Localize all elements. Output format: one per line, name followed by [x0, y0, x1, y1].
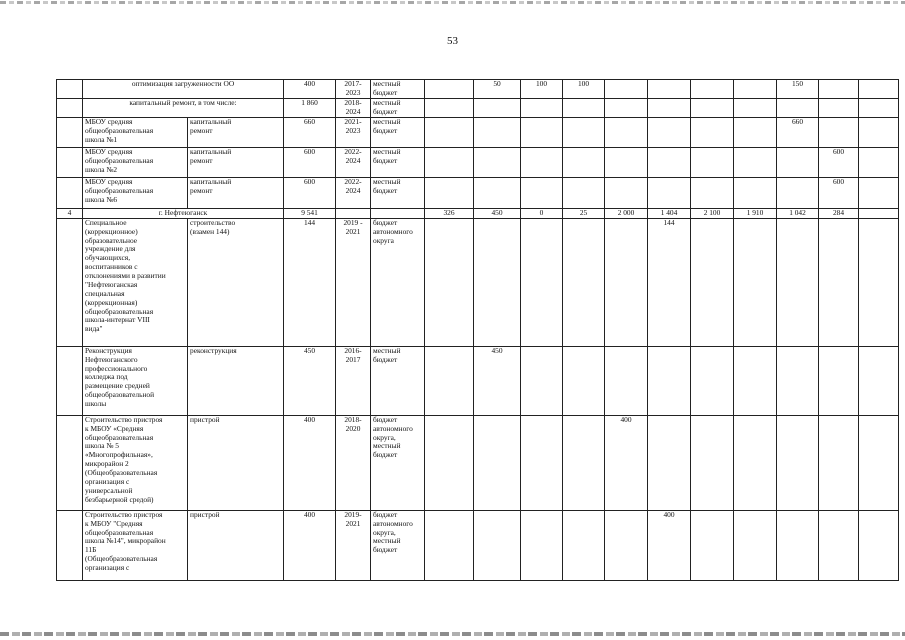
year-value-cell [474, 415, 521, 510]
funding-source-cell: местный бюджет [371, 177, 425, 208]
year-value-cell [819, 99, 859, 118]
year-value-cell [605, 147, 648, 177]
table-row [57, 117, 899, 147]
year-value-cell [859, 218, 899, 346]
year-value-cell [691, 147, 734, 177]
year-value-cell: 2 100 [691, 208, 734, 218]
funding-source-cell: местный бюджет [371, 80, 425, 99]
table-row [57, 80, 899, 99]
row-number-cell [57, 177, 83, 208]
year-value-cell [521, 147, 563, 177]
year-value-cell [777, 415, 819, 510]
year-value-cell [691, 117, 734, 147]
year-value-cell [734, 346, 777, 415]
row-number-cell [57, 415, 83, 510]
year-value-cell [563, 99, 605, 118]
year-value-cell [777, 510, 819, 580]
capacity-cell: 600 [284, 147, 336, 177]
year-value-cell: 25 [563, 208, 605, 218]
year-value-cell [734, 218, 777, 346]
object-name-cell: МБОУ средняя общеобразовательная школа №2 [83, 147, 188, 177]
row-number-cell [57, 99, 83, 118]
period-cell: 2018- 2024 [336, 99, 371, 118]
year-value-cell: 600 [819, 177, 859, 208]
table-row [57, 177, 899, 208]
row-number-cell [57, 510, 83, 580]
year-value-cell [819, 510, 859, 580]
year-value-cell [563, 346, 605, 415]
year-value-cell [691, 99, 734, 118]
work-type-cell: капитальный ремонт [188, 117, 284, 147]
period-cell: 2016- 2017 [336, 346, 371, 415]
period-cell: 2021- 2023 [336, 117, 371, 147]
year-value-cell [734, 177, 777, 208]
year-value-cell [563, 177, 605, 208]
row-number-cell [57, 80, 83, 99]
row-number-cell: 4 [57, 208, 83, 218]
funding-source-cell: бюджет автономного округа [371, 218, 425, 346]
funding-source-cell: местный бюджет [371, 346, 425, 415]
capacity-cell: 144 [284, 218, 336, 346]
object-name-cell: Строительство пристроя к МБОУ "Средняя общеобразовательная школа №14", микрорайон 11Б (Общеобразовательная организация с [83, 510, 188, 580]
year-value-cell: 1 910 [734, 208, 777, 218]
year-value-cell [474, 147, 521, 177]
year-value-cell [777, 177, 819, 208]
year-value-cell [859, 147, 899, 177]
year-value-cell [859, 510, 899, 580]
year-value-cell [563, 218, 605, 346]
year-value-cell [691, 177, 734, 208]
year-value-cell: 326 [425, 208, 474, 218]
funding-source-cell: бюджет автономного округа, местный бюджет [371, 510, 425, 580]
year-value-cell [563, 147, 605, 177]
period-cell: 2019- 2021 [336, 510, 371, 580]
year-value-cell [425, 346, 474, 415]
year-value-cell [521, 218, 563, 346]
funding-source-cell [371, 208, 425, 218]
row-number-cell [57, 346, 83, 415]
table-row [57, 218, 899, 346]
table-row [57, 415, 899, 510]
capacity-cell: 1 860 [284, 99, 336, 118]
capacity-cell: 450 [284, 346, 336, 415]
year-value-cell [521, 99, 563, 118]
year-value-cell [859, 177, 899, 208]
year-value-cell [605, 117, 648, 147]
activity-cell: капитальный ремонт, в том числе: [83, 99, 284, 118]
year-value-cell [563, 510, 605, 580]
year-value-cell [819, 80, 859, 99]
year-value-cell [859, 415, 899, 510]
year-value-cell [691, 218, 734, 346]
year-value-cell [859, 99, 899, 118]
year-value-cell: 50 [474, 80, 521, 99]
year-value-cell: 150 [777, 80, 819, 99]
table-row [57, 208, 899, 218]
year-value-cell: 0 [521, 208, 563, 218]
year-value-cell [521, 177, 563, 208]
year-value-cell [605, 177, 648, 208]
year-value-cell [819, 346, 859, 415]
period-cell: 2022- 2024 [336, 147, 371, 177]
page-number: 53 [447, 35, 458, 47]
year-value-cell [819, 415, 859, 510]
table-row [57, 346, 899, 415]
table-row [57, 99, 899, 118]
year-value-cell [648, 80, 691, 99]
year-value-cell [605, 80, 648, 99]
year-value-cell: 284 [819, 208, 859, 218]
year-value-cell [474, 177, 521, 208]
year-value-cell [563, 117, 605, 147]
year-value-cell [859, 117, 899, 147]
work-type-cell: капитальный ремонт [188, 147, 284, 177]
year-value-cell [819, 218, 859, 346]
object-name-cell: Реконструкция Нефтеюганского профессионального колледжа под размещение средней общеобразовательной школы [83, 346, 188, 415]
year-value-cell [425, 99, 474, 118]
year-value-cell [734, 80, 777, 99]
year-value-cell [648, 117, 691, 147]
period-cell: 2019 - 2021 [336, 218, 371, 346]
year-value-cell [734, 415, 777, 510]
year-value-cell [425, 177, 474, 208]
year-value-cell [777, 218, 819, 346]
year-value-cell [648, 415, 691, 510]
year-value-cell [648, 346, 691, 415]
year-value-cell [605, 99, 648, 118]
year-value-cell: 2 000 [605, 208, 648, 218]
funding-source-cell: бюджет автономного округа, местный бюджет [371, 415, 425, 510]
year-value-cell [425, 510, 474, 580]
funding-source-cell: местный бюджет [371, 147, 425, 177]
object-name-cell: Специальное (коррекционное) образовательное учреждение для обучающихся, воспитанников с отклонениями в развитии "Нефтеюганская специальная (коррекционная) общеобразовательная школа-интернат VIII вида" [83, 218, 188, 346]
year-value-cell [691, 80, 734, 99]
year-value-cell [648, 147, 691, 177]
capacity-cell: 400 [284, 510, 336, 580]
year-value-cell [425, 80, 474, 99]
funding-source-cell: местный бюджет [371, 117, 425, 147]
year-value-cell [734, 147, 777, 177]
year-value-cell [734, 117, 777, 147]
year-value-cell [605, 218, 648, 346]
object-name-cell: Строительство пристроя к МБОУ «Средняя общеобразовательная школа № 5 «Многопрофильная», микрорайон 2 (Общеобразовательная организация с универсальной безбарьерной средой) [83, 415, 188, 510]
year-value-cell [521, 415, 563, 510]
year-value-cell [777, 99, 819, 118]
capacity-cell: 400 [284, 415, 336, 510]
year-value-cell [521, 346, 563, 415]
year-value-cell [859, 80, 899, 99]
year-value-cell: 660 [777, 117, 819, 147]
row-number-cell [57, 218, 83, 346]
construction-plan-table [56, 79, 899, 581]
table-row [57, 147, 899, 177]
row-number-cell [57, 117, 83, 147]
year-value-cell [777, 147, 819, 177]
capacity-cell: 9 541 [284, 208, 336, 218]
work-type-cell: реконструкция [188, 346, 284, 415]
work-type-cell: капитальный ремонт [188, 177, 284, 208]
year-value-cell [474, 99, 521, 118]
year-value-cell: 400 [648, 510, 691, 580]
table-row [57, 510, 899, 580]
year-value-cell: 1 042 [777, 208, 819, 218]
object-name-cell: МБОУ средняя общеобразовательная школа №1 [83, 117, 188, 147]
year-value-cell [474, 117, 521, 147]
year-value-cell [474, 510, 521, 580]
year-value-cell [425, 218, 474, 346]
year-value-cell [691, 415, 734, 510]
year-value-cell [474, 218, 521, 346]
year-value-cell [648, 99, 691, 118]
year-value-cell: 400 [605, 415, 648, 510]
year-value-cell [425, 117, 474, 147]
work-type-cell: строительство (взамен 144) [188, 218, 284, 346]
year-value-cell: 600 [819, 147, 859, 177]
table-body [57, 80, 899, 581]
work-type-cell: пристрой [188, 510, 284, 580]
year-value-cell: 1 404 [648, 208, 691, 218]
year-value-cell [691, 346, 734, 415]
row-number-cell [57, 147, 83, 177]
year-value-cell [425, 415, 474, 510]
period-cell: 2017- 2023 [336, 80, 371, 99]
object-name-cell: МБОУ средняя общеобразовательная школа №6 [83, 177, 188, 208]
period-cell: 2022- 2024 [336, 177, 371, 208]
year-value-cell [605, 510, 648, 580]
capacity-cell: 600 [284, 177, 336, 208]
year-value-cell [777, 346, 819, 415]
work-type-cell: пристрой [188, 415, 284, 510]
year-value-cell: 100 [563, 80, 605, 99]
year-value-cell [563, 415, 605, 510]
municipality-cell: г. Нефтеюганск [83, 208, 284, 218]
year-value-cell [521, 510, 563, 580]
year-value-cell [648, 177, 691, 208]
year-value-cell [605, 346, 648, 415]
capacity-cell: 660 [284, 117, 336, 147]
year-value-cell: 100 [521, 80, 563, 99]
year-value-cell: 450 [474, 346, 521, 415]
period-cell: 2018- 2020 [336, 415, 371, 510]
capacity-cell: 400 [284, 80, 336, 99]
year-value-cell: 144 [648, 218, 691, 346]
year-value-cell [734, 510, 777, 580]
year-value-cell [691, 510, 734, 580]
year-value-cell [425, 147, 474, 177]
funding-source-cell: местный бюджет [371, 99, 425, 118]
scan-edge-top [0, 1, 905, 4]
year-value-cell [819, 117, 859, 147]
year-value-cell: 450 [474, 208, 521, 218]
period-cell [336, 208, 371, 218]
scan-edge-bottom [0, 632, 905, 636]
year-value-cell [859, 346, 899, 415]
year-value-cell [521, 117, 563, 147]
year-value-cell [734, 99, 777, 118]
activity-cell: оптимизация загруженности ОО [83, 80, 284, 99]
year-value-cell [859, 208, 899, 218]
